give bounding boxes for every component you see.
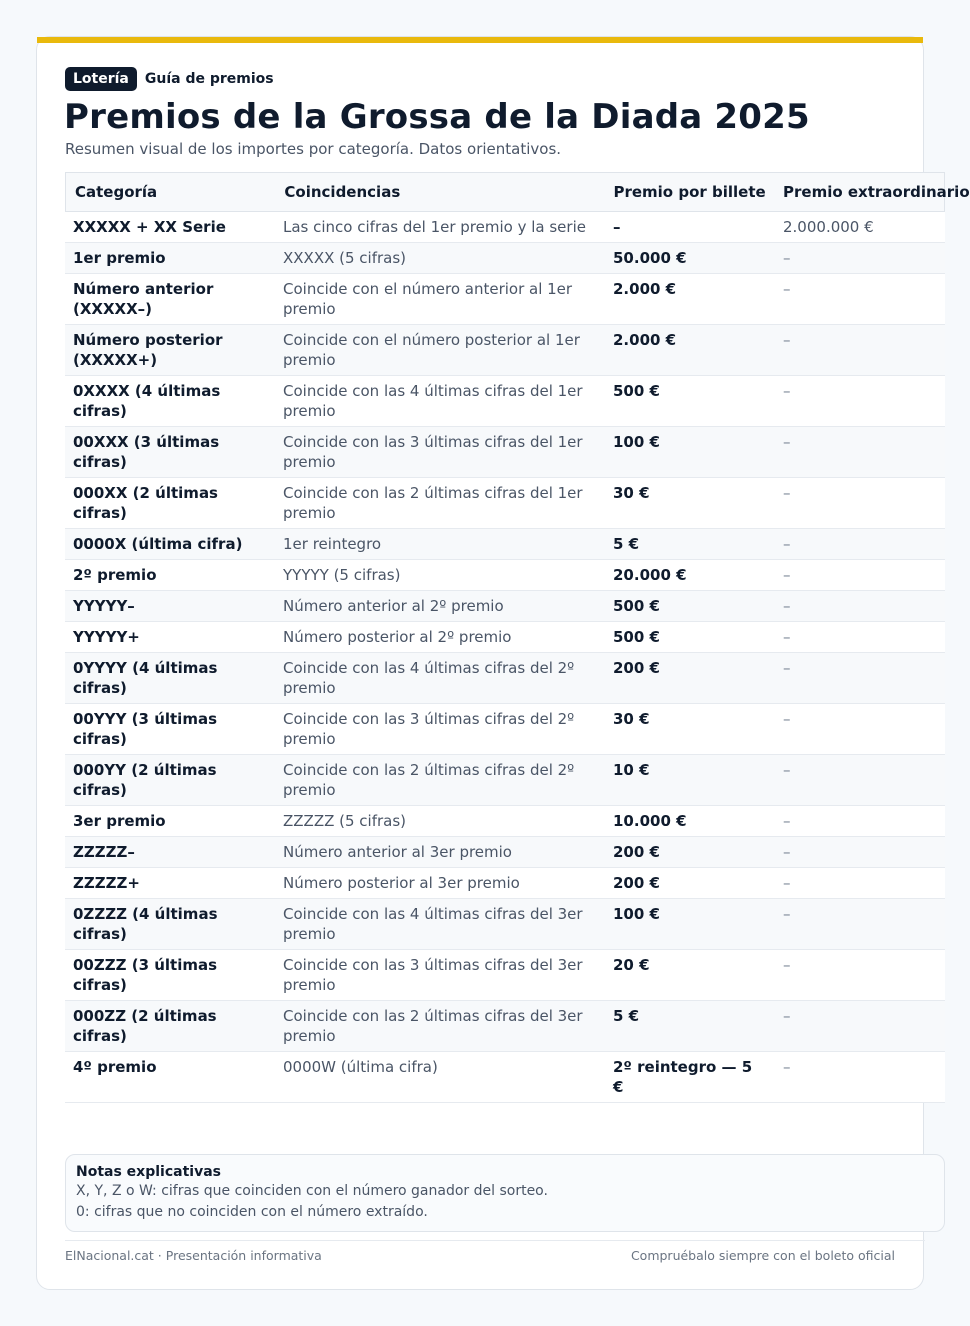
cell-match: Coincide con las 3 últimas cifras del 2º premio — [283, 710, 575, 748]
header-badges — [65, 67, 274, 91]
cell-match: Coincide con las 2 últimas cifras del 2º premio — [283, 761, 575, 799]
footer-source: ElNacional.cat · Presentación informativa — [65, 1248, 322, 1263]
cell-prize: 2º reintegro — 5 € — [613, 1058, 753, 1096]
cell-extra: – — [783, 484, 791, 502]
cell-category: 0YYYY (4 últimas cifras) — [73, 659, 218, 697]
page-subtitle: Resumen visual de los importes por categoría. Datos orientativos. — [65, 140, 562, 158]
cell-extra: – — [783, 433, 791, 451]
cell-match: Número anterior al 3er premio — [283, 843, 512, 861]
table-row — [65, 427, 945, 478]
cell-extra: – — [783, 874, 791, 892]
cell-prize: 10 € — [613, 761, 650, 779]
table-row — [65, 325, 945, 376]
cell-prize: 100 € — [613, 905, 660, 923]
cell-category: YYYYY– — [73, 597, 135, 615]
table-row — [65, 704, 945, 755]
cell-extra: – — [783, 382, 791, 400]
table-row — [65, 653, 945, 704]
cell-prize: – — [613, 218, 621, 236]
cell-prize: 500 € — [613, 628, 660, 646]
notes-line: 0: cifras que no coinciden con el número extraído. — [76, 1204, 428, 1220]
cell-match: Las cinco cifras del 1er premio y la serie — [283, 218, 586, 236]
cell-extra: – — [783, 597, 791, 615]
cell-extra: – — [783, 843, 791, 861]
table-header — [65, 172, 970, 212]
table-row — [65, 376, 945, 427]
table-row — [65, 591, 945, 622]
cell-category: 0XXXX (4 últimas cifras) — [73, 382, 221, 420]
cell-extra: – — [783, 331, 791, 349]
table-row — [65, 1001, 945, 1052]
cell-category: 0ZZZZ (4 últimas cifras) — [73, 905, 218, 943]
cell-extra: – — [783, 905, 791, 923]
table-row — [65, 755, 945, 806]
cell-match: Coincide con el número posterior al 1er premio — [283, 331, 580, 369]
cell-prize: 200 € — [613, 843, 660, 861]
cell-match: Coincide con las 2 últimas cifras del 3er premio — [283, 1007, 583, 1045]
cell-match: Coincide con las 4 últimas cifras del 1er premio — [283, 382, 583, 420]
badge-subtitle: Guía de premios — [144, 71, 274, 87]
notes-title: Notas explicativas — [76, 1164, 221, 1180]
cell-extra: – — [783, 249, 791, 267]
cell-match: 0000W (última cifra) — [283, 1058, 438, 1076]
cell-category: 1er premio — [73, 249, 166, 267]
cell-extra: – — [783, 761, 791, 779]
cell-extra: – — [783, 1007, 791, 1025]
cell-extra: – — [783, 710, 791, 728]
cell-category: 2º premio — [73, 566, 157, 584]
cell-category: 000ZZ (2 últimas cifras) — [73, 1007, 217, 1045]
column-header-prize: Premio por billete — [613, 183, 766, 201]
cell-prize: 5 € — [613, 535, 640, 553]
table-row — [65, 899, 945, 950]
cell-prize: 100 € — [613, 433, 660, 451]
cell-extra: 2.000.000 € — [783, 218, 874, 236]
cell-match: Coincide con las 2 últimas cifras del 1er premio — [283, 484, 583, 522]
notes-line: X, Y, Z o W: cifras que coinciden con el número ganador del sorteo. — [76, 1183, 548, 1199]
cell-category: 000YY (2 últimas cifras) — [73, 761, 217, 799]
cell-extra: – — [783, 812, 791, 830]
cell-prize: 500 € — [613, 382, 660, 400]
cell-category: 00ZZZ (3 últimas cifras) — [73, 956, 218, 994]
table-row — [65, 806, 945, 837]
cell-prize: 20 € — [613, 956, 650, 974]
table-row — [65, 212, 945, 243]
cell-match: ZZZZZ (5 cifras) — [283, 812, 407, 830]
table-row — [65, 837, 945, 868]
table-row — [65, 478, 945, 529]
cell-match: Coincide con las 3 últimas cifras del 1er premio — [283, 433, 583, 471]
accent-bar — [37, 37, 923, 43]
cell-category: 0000X (última cifra) — [73, 535, 243, 553]
table-row — [65, 950, 945, 1001]
cell-prize: 5 € — [613, 1007, 640, 1025]
table-row — [65, 274, 945, 325]
footer-disclaimer: Compruébalo siempre con el boleto oficial — [630, 1248, 895, 1263]
column-header-extra: Premio extraordinario — [783, 183, 970, 201]
table-row — [65, 560, 945, 591]
column-header-match: Coincidencias — [284, 183, 401, 201]
cell-match: Número posterior al 2º premio — [283, 628, 512, 646]
cell-prize: 2.000 € — [613, 280, 677, 298]
cell-category: 000XX (2 últimas cifras) — [73, 484, 218, 522]
cell-category: 3er premio — [73, 812, 166, 830]
table-row — [65, 1052, 945, 1103]
cell-match: Coincide con las 3 últimas cifras del 3er premio — [283, 956, 583, 994]
page-title: Premios de la Grossa de la Diada 2025 — [64, 97, 810, 137]
cell-prize: 30 € — [613, 484, 650, 502]
cell-extra: – — [783, 956, 791, 974]
cell-category: Número anterior (XXXXX–) — [73, 280, 214, 318]
cell-prize: 2.000 € — [613, 331, 677, 349]
cell-extra: – — [783, 535, 791, 553]
cell-category: Número posterior (XXXXX+) — [73, 331, 223, 369]
cell-category: 00XXX (3 últimas cifras) — [73, 433, 220, 471]
notes-box — [65, 1154, 945, 1232]
cell-match: Coincide con el número anterior al 1er premio — [283, 280, 573, 318]
cell-match: Número posterior al 3er premio — [283, 874, 520, 892]
cell-extra: – — [783, 1058, 791, 1076]
footer-divider — [65, 1240, 925, 1241]
cell-match: XXXXX (5 cifras) — [283, 249, 407, 267]
table-row — [65, 243, 945, 274]
cell-extra: – — [783, 566, 791, 584]
prize-guide-card — [36, 36, 970, 1290]
cell-category: 00YYY (3 últimas cifras) — [73, 710, 218, 748]
cell-match: YYYYY (5 cifras) — [283, 566, 401, 584]
cell-prize: 200 € — [613, 659, 660, 677]
cell-category: 4º premio — [73, 1058, 157, 1076]
category-badge: Lotería — [65, 67, 137, 91]
cell-category: YYYYY+ — [73, 628, 140, 646]
cell-prize: 20.000 € — [613, 566, 687, 584]
cell-extra: – — [783, 280, 791, 298]
column-header-category: Categoría — [75, 183, 158, 201]
table-row — [65, 622, 945, 653]
cell-match: Coincide con las 4 últimas cifras del 2º premio — [283, 659, 575, 697]
table-row — [65, 868, 945, 899]
cell-prize: 10.000 € — [613, 812, 687, 830]
cell-prize: 200 € — [613, 874, 660, 892]
cell-prize: 500 € — [613, 597, 660, 615]
cell-match: 1er reintegro — [283, 535, 382, 553]
prize-table — [65, 172, 970, 1103]
cell-category: ZZZZZ– — [73, 843, 135, 861]
cell-match: Número anterior al 2º premio — [283, 597, 504, 615]
table-body — [65, 212, 945, 1103]
cell-category: ZZZZZ+ — [73, 874, 140, 892]
cell-prize: 50.000 € — [613, 249, 687, 267]
table-row — [65, 529, 945, 560]
cell-extra: – — [783, 628, 791, 646]
cell-match: Coincide con las 4 últimas cifras del 3er premio — [283, 905, 583, 943]
cell-category: XXXXX + XX Serie — [73, 218, 226, 236]
cell-prize: 30 € — [613, 710, 650, 728]
cell-extra: – — [783, 659, 791, 677]
